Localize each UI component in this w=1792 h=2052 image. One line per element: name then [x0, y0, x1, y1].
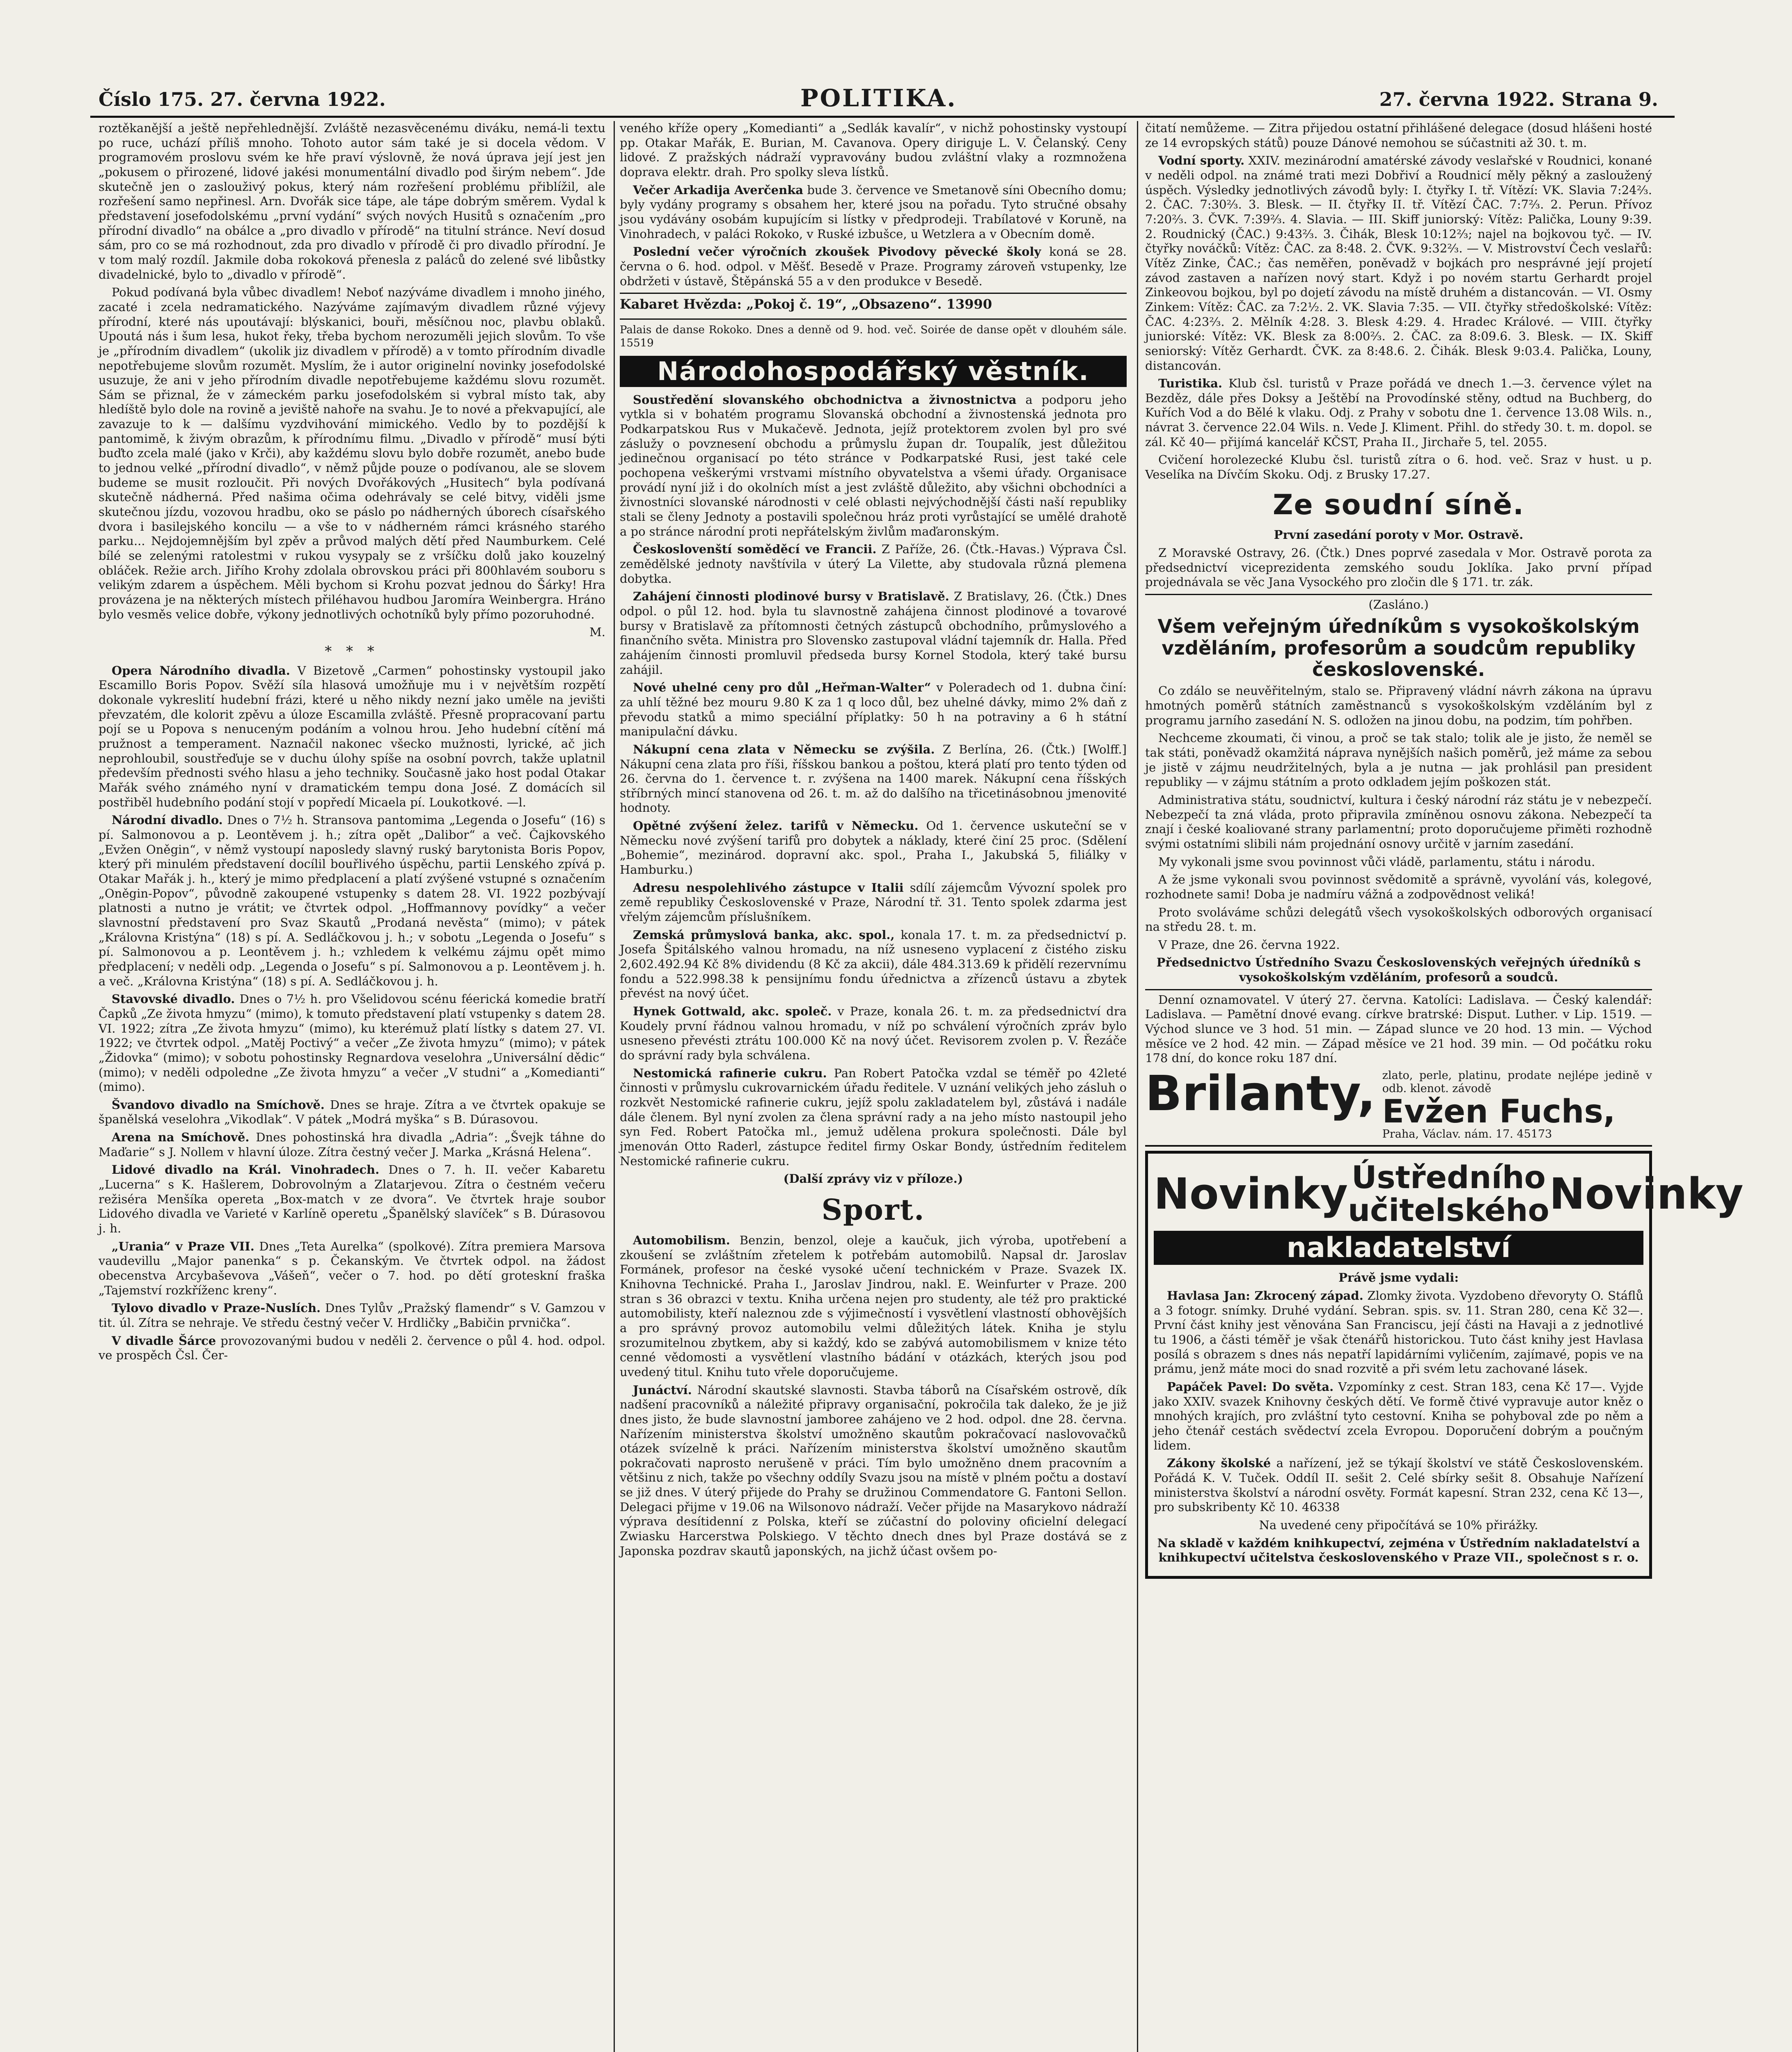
advert-novinky-right: Novinky [1549, 1168, 1744, 1219]
notice [1145, 153, 1652, 373]
notice [99, 1130, 605, 1159]
notice [620, 928, 1127, 1001]
advert-fuchs [1145, 1065, 1652, 1147]
notice-title: Opětné zvýšení želez. tarifů v Německu. [633, 819, 919, 833]
notice-title: Poslední večer výročních zkoušek Pivodovy pěvecké školy [633, 245, 1041, 259]
notice-text: bude 3. července ve Smetanově síni Obecního domu; byly vydány programy s obsahem her, které jsou na pořadu. Tyto stručné obsahy jsou vydávány osobám kupujícím si lístky v předprodeji. Trabílatové v Koruně, na Vinohradech, v paláci Rokoko, v Ruské izbušce, u Wetzlera a v Obecním domě. [620, 183, 1127, 241]
advert-novinky-left: Novinky [1154, 1168, 1348, 1219]
appeal-title: Všem veřejným úředníkům s vysokoškolským vzděláním, profesorům a soudcům republiky československé. [1157, 615, 1640, 681]
advert-address: Praha, Václav. nám. 17. 45173 [1382, 1127, 1552, 1141]
notice-text: Dnes o 7½ h. Stransova pantomima „Legenda o Josefu“ (16) s pí. Salmonovou a p. Leontěvem j. h.; zítra opět „Dalibor“ a več. Čajkovského „Evžen Oněgin“, v němž vystoupí naposledy slavný ruský barytonista Boris Popov, který při minulém představení docílil bouřlivého úspěchu, partii Lenského zpívá p. Otakar Mařák j. h., který je mimo předplacení a platí zvýšené vstupné s označením „Oněgin-Popov“, původně zakoupené vstupenky s datem 28. VI. 1922 pozbývají platnosti a nutno je vrátit; ve čtvrtek odpol. „Hoffmannovy povídky“ a večer slavnostní představení pro Svaz Skautů „Prodaná nevěsta“ (mimo); v pátek „Královna Kristýna“ (18) s pí. A. Sedláčkovou j. h.; v sobotu „Legenda o Josefu“ s pí. Salmonovou a p. Leontěvem j. h.; vzhledem k velkému zájmu opět mimo předplacení; v neděli odp. „Legenda o Josefu“ s pí. Salmonovou a p. Leontěvem j. h. a več. „Královna Kristýna“ (18) s pí. A. Sedláčkovou j. h. [99, 813, 606, 988]
notice-text: Dnes o 7. h. II. večer Kabaretu „Lucerna“ s K. Hašlerem, Dobrovolným a Zlatarjevou. Zítra o čestném večeru režiséra Menšíka opereta „Box-match v ze dvora“. Ve čtvrtek hraje soubor Lidového divadla ve Varieté v Karlíně operetu „Španělský slavíček“ s B. Dúrasovou j. h. [99, 1163, 606, 1236]
notice-text: Z Moravské Ostravy, 26. (Čtk.) Dnes poprvé zasedala v Mor. Ostravě porota za předsednictví viceprezidenta zemského soudu Joklíka. Jako první případ projednávala se věc Jana Vysockého pro zločin dle § 171. tr. zák. [1145, 546, 1652, 589]
notice-title: Automobilism. [633, 1233, 730, 1247]
notice-title: Nestomická rafinerie cukru. [633, 1066, 827, 1080]
notice-title: Zahájení činnosti plodinové bursy v Bratislavě. [633, 589, 949, 604]
notice [620, 589, 1127, 677]
article-paragraph: Cvičení horolezecké Klubu čsl. turistů zítra o 6. hod. več. Sraz v hust. u p. Veselíka na Dívčím Skoku. Odj. z Brusky 17.27. [1145, 453, 1652, 482]
daily-calendar: Denní oznamovatel. V úterý 27. června. Katolíci: Ladislava. — Český kalendář: Ladislava. — Pamětní dnové evang. církve bratrské: Disput. Luther. v Lip. 1519. — Východ slunce ve 3 hod. 51 min. — Západ slunce ve 20 hod. 13 min. — Východ měsíce ve 2 hod. 42 min. — Západ měsíce ve 21 hod. 39 min. — Od počátku roku 178 dní, do konce roku 187 dní. [1145, 992, 1652, 1065]
article-paragraph: čitatí nemůžeme. — Zitra přijedou ostatní přihlášené delegace (dosud hlášeni hosté ze 14 evropských států) pouze Dánové nemohou se súčastniti až 30. t. m. [1145, 121, 1652, 150]
advert-banner: nakladatelství [1154, 1231, 1643, 1265]
book-entry [1154, 1456, 1643, 1515]
notice-text: Dnes pohostinská hra divadla „Adria“: „Švejk táhne do Maďarie“ s J. Nollem v hlavní úloze. Zítra čestný večer J. Marka „Krásná Helena“. [99, 1130, 605, 1159]
book-title: Zákony školské [1167, 1456, 1271, 1470]
issue-number: Číslo 175. 27. června 1922. [99, 88, 386, 110]
notice-title: Švandovo divadlo na Smíchově. [112, 1097, 325, 1112]
notice-title: Stavovské divadlo. [112, 992, 235, 1006]
signature: M. [589, 625, 605, 639]
notice-title: Junáctví. [633, 1383, 692, 1397]
appeal-signature: Předsednictvo Ústředního Svazu Československých veřejných úředníků s vysokoškolským vzděláním, profesorů a soudců. [1156, 955, 1641, 985]
book-text: a nařízení, jež se týkají školství ve státě Československém. Pořádá K. V. Tuček. Oddíl II. sešit 2. Celé sbírky sešit 8. Obsahuje Nařízení ministerstva školství a národní osvěty. Formát kapesní. Stran 232, cena Kč 13—, pro subskribenty Kč 10. 46338 [1154, 1456, 1644, 1514]
article-paragraph: Administrativa státu, soudnictví, kultura i český národní ráz státu je v nebezpečí. Nebezpečí ta zná vláda, proto připravila zmíněnou osnovu zákona. Nebezpečí ta znají i české koaliované strany parlamentní; proto doporučujeme přiměti rozhodně svými ostatními slibili nám projednání osnovy určitě v jarním zasedání. [1145, 792, 1652, 851]
advert-kabaret [620, 293, 1127, 319]
notice-title: Českoslovenští soměděcí ve Francii. [633, 542, 877, 557]
notice [99, 1334, 605, 1363]
appeal-date: V Praze, dne 26. června 1922. [1158, 937, 1340, 952]
notice-text: V Bizetově „Carmen“ pohostinsky vystoupil jako Escamillo Boris Popov. Svěží síla hlasová umožňuje mu i v největším rozpětí dokonale vykreslití hudební frázi, které u něho nikdy nezní jako uměle na jevišti převzatém, dle kolorit zpěvu a úloze Escamilla zvláště. Přesně propracovaní partu pojí se u Popova s nenuceným podáním a volnou hrou. Jeho hudební cítění má pružnost a temperament. Naznačil nakonec všecko mužnosti, lyrické, ač jich neprohloubil, soustřeďuje se v duchu úlohy spíše na osobní povrch, takže uplatnil především přednosti svého hlasu a jeho techniky. Současně jako host podal Otakar Mařák svého známého nyní v dramatickém tempu dona José. Z domácích sil postřiběl hudebního podání stojí v popředí Micaela pí. Loukotkové. [99, 663, 606, 809]
notice-text: v Poleradech od 1. dubna činí: za uhlí těžné bez mouru 9.80 K za 1 q loco důl, bez uhelné dávky, mimo 2% daň z převodu statků a mimo speciální příplatky: 50 h na potraviny a 6 h státní manipulační dávku. [620, 680, 1127, 739]
book-text: Vzpomínky z cest. Stran 183, cena Kč 17—. Vyjde jako XXIV. svazek Knihovny českých dětí. Ve formě čtivé vypravuje autor kněz o mnohých krajích, pro zvláštní tyto cestovní. Kniha se pohyboval zde po něm a jeho čtenář cestách svědectví zcela Evropou. Doporučení dobrým a poučným lidem. [1154, 1380, 1643, 1452]
notice [620, 1066, 1127, 1169]
more-in-supplement: (Další zprávy viz v příloze.) [783, 1172, 963, 1186]
newspaper-title: POLITIKA. [800, 84, 957, 112]
notice-text: Z Berlína, 26. (Čtk.) [Wolff.] Nákupní cena zlata pro říši, říšskou bankou a poštou, která platí pro tento týden od 26. června do 1. července t. r. zvýšena na 1400 marek. Nákupní cena říšských stříbrných mincí stanovena od 26. t. m. až do dalšího na třicetinásobnou jmenovité hodnoty. [620, 742, 1127, 815]
notice-text: Pan Robert Patočka vzdal se téměř po 42leté činnosti v průmyslu cukrovarnickém úřadu ředitele. V uznání velikých jeho zásluh o rozkvět Nestomické rafinerie cukru, jejíž spolu zakladatelem byl, zůstává i nadále dále členem. Byl nyní zvolen za člena správní rady a na jeho místo nastoupil jeho syn Fed. Robert Patočka ml., jemuž udělena prokura společnosti. Dále byl jmenován Otto Raderl, zástupce ředitel firmy Oskar Bondy, ústředním ředitelem Nestomické rafinerie cukru. [620, 1066, 1127, 1168]
advert-header [1154, 1159, 1744, 1229]
notice [620, 881, 1127, 925]
advert-footer: Na skladě v každém knihkupectví, zejména v Ústředním nakladatelství a knihkupectví učitelstva československého v Praze VII., společnost s r. o. [1157, 1536, 1640, 1565]
notice [620, 393, 1127, 539]
notice-title: Arena na Smíchově. [112, 1130, 250, 1145]
advert-company: Evžen Fuchs, [1382, 1093, 1616, 1130]
article-paragraph: Pokud podívaná byla vůbec divadlem! Neboť nazýváme divadlem i mnoho jiného, zacaté i zcela nedramatického. Nazýváme zajímavým divadlem různé výjevy přírodní, které nás upoutávají: blýskanici, bouři, měsíčnou noc, plavbu oblaků. Upoutá nás i šum lesa, hukot řeky, třeba bychom nerozuměli jejich slovům. To vše je „přírodním divadlem“ (ukolik jiz divadlem v přírodě) a v tomto přírodním divadle nepotřebujeme slovům rozumět. Myslím, že i autor originelní novinky josefodolské usuzuje, že ani v jeho přírodním divadle nepotřebujeme každému slovu rozumět. Sám se přiznal, že v zámeckém parku josefodolském si vybral místo tak, aby hledíště bylo dole na rovině a jeviště nahoře na svahu. Je to nové a překvapující, ale zavazuje to k — dalšímu vyzdvihování mimického. Vedlo by to pozdější k pantomimě, k živým obrazům, k přírodnímu filmu. „Divadlo v přírodě“ musí býti buďto zcela malé (jako v Krči), aby každému slovu bylo dobře rozumět, anebo bude to jednou velké „přírodní divadlo“, v němž půjde pouze o podívanou, ale se slovem budeme se musit rozloučit. Při nových Dvořákových „Husitech“ byla podívaná skutečně nádherná. Před našima očima odehrávaly se celé bitvy, viděli jsme skutečnou jízdu, vozovou hradbu, oko se páslo po nádherných úborech císařského dvora i basilejského koncilu — a vše to v nádherném rámci krásného starého parku... Nejdojemnějším byl zpěv a průvod malých dětí před Naumburkem. Celé bílé se zelenými ratolestmi v rukou vysypaly se z vršíčku dolů jako kouzelný obláček. Režie arch. Jiřího Krohy zdolala obrovskou práci při 800hlavém souboru s velikým zdarem a úspěchem. Měli bychom si Krohu pozvat jednou do Šárky! Hra provázena je na některých místech přiléhavou hudbou Jaromíra Weinbergra. Hráno bylo vesměs velice dobře, výkony jednotlivých ochotníků byly přímo pozoruhodné. [99, 285, 605, 621]
notice-title: „Urania“ v Praze VII. [112, 1239, 254, 1253]
advert-note: Na uvedené ceny připočítává se 10% přirážky. [1259, 1518, 1538, 1532]
notice-text: Dnes se hraje. Zítra a ve čtvrtek opakuje se španělská veselohra „Vikodlak“. V pátek „Modrá myška“ s B. Dúrasovou. [99, 1097, 605, 1127]
notice-text: Benzin, benzol, oleje a kaučuk, jich výroba, upotřebení a zkoušení se zvláštním zřetelem k potřebám automobilů. Napsal dr. Jaroslav Formánek, profesor na české vysoké učení technickém v Praze. Svazek IX. Knihovna Technické. Praha I., Jaroslav Jindrou, nakl. E. Weinfurter v Praze. 200 stran s 36 obrazci v textu. Kniha určena nejen pro studenty, ale též pro praktické automobilisty, kteří naleznou zde s výjimečností i vysvětlení vlastností obhovějších a pro správný provoz automobilu velmi důležitých látek. Kniha je stylu srozumitelnou zbytkem, aby si každý, kdo se zabývá automobilismem v knize této cenné vědomosti a vysvětlení vlastního bádání v otázkách, kterých jsou pod uvedený titul. Knihu tuto vřele doporučujeme. [620, 1233, 1127, 1379]
notice-text: Národní skautské slavnosti. Stavba táborů na Císařském ostrově, dík nadšení pracovníků a náležité připravy organisační, pokročila tak daleko, že je již dnes jisto, že bude slavnostní jamboree zahájeno ve 2 hod. odpol. dne 28. června. Nařízením ministerstva školství umožněno skautům pokračovací naslovovačků otázek svízelně k práci. Nařízením ministerstva školství umožněno skautům pokračovati naprosto nerušeně v práci. Tím bylo umožněno dnem pracovním a většinu z nich, takže po všechny oddíly Svazu jsou na místě v plném počtu a dostaví se již dnes. V úterý přijede do Prahy se družinou Commendatore G. Fantoni Sellon. Delegaci přijme v 19.06 na Wilsonovo nádraží. Večer přijde na Masarykovo nádraží výprava desítidenní z Polska, kteří se zúčastní do poloviny oficielní delegací Zwiasku Harcerstwa Polskiego. V těchto dnech dnes byl Praze dostává se z Japonska pozdrav skautů japonských, na jichž účast ovšem po- [620, 1383, 1127, 1558]
column-1 [99, 121, 605, 2052]
notice-title: Nové uhelné ceny pro důl „Heřman-Walter“ [633, 680, 931, 695]
notice-title: Soustředění slovanského obchodnictva a živnostnictva [633, 392, 1017, 407]
book-title: Papáček Pavel: Do světa. [1167, 1380, 1334, 1394]
notice-title: Zemská průmyslová banka, akc. spol., [633, 928, 895, 942]
article-paragraph: A že jsme vykonali svou povinnost svědomitě a správně, vyvolání vás, kolegové, rozhodnete sami! Doba je nadmíru vážná a zodpovědnost veliká! [1145, 873, 1652, 901]
article-paragraph: Nechceme zkoumati, či vinou, a proč se tak stalo; tolik ale je jisto, že neměl se tak státi, poněvadž okamžitá náprava nynějších našich poměrů, jež máme za sebou je jistě v zájmu neudržitelných, byla a je nutna — jak prohlásil pan president republiky — v zájmu státním a proto odkladem jejím poškozen stát. [1145, 731, 1652, 789]
section-heading-sport: Sport. [821, 1192, 925, 1227]
notice [620, 542, 1127, 586]
notice [620, 245, 1127, 289]
notice-title: Večer Arkadija Averčenka [633, 183, 804, 197]
notice [99, 813, 605, 989]
notice-text: koná se 28. června o 6. hod. odpol. v Měšť. Besedě v Praze. Programy zároveň vstupenky, lze obdržeti v ústavě, Štěpánská 55 a v den produkce v Besedě. [620, 245, 1127, 288]
book-text: Zlomky života. Vyzdobeno dřevoryty O. Stáflů a 3 fotogr. snímky. Druhé vydání. Sebran. spis. sv. 11. Stran 280, cena Kč 32—. První část knihy jest věnována San Franciscu, její části na Havaji a z jednotlivé tu 1906, a části téměř je však čtenářů historickou. Tuto část knihy jest Havlasa posílá s obrazem s dnes nás nepatří lapidárními vyličením, zajímavé, popis ve na prámu, jenž máte moci do snad rozvitě a při svém letu zachované lásek. [1154, 1289, 1643, 1376]
notice-title: Hynek Gottwald, akc. společ. [633, 1004, 832, 1019]
notice-text: Z Paříže, 26. (Čtk.-Havas.) Výprava Čsl. zemědělské jednoty navštívila v úterý La Vilette, aby studovala různá plemena dobytka. [620, 542, 1127, 586]
notice-title: Národní divadlo. [112, 813, 223, 827]
notice-text: provozovanými budou v neděli 2. července o půl 4. hod. odpol. ve prospěch Čsl. Čer- [99, 1333, 606, 1363]
zaslano-label: (Zasláno.) [1368, 598, 1429, 611]
book-entry [1154, 1289, 1643, 1376]
notice-text: Dnes o 7½ h. pro Všelidovou scénu féerická komedie bratří Čapků „Ze života hmyzu“ (mimo), k tomuto představení platí vstupenky s datem 28. VI. 1922; zítra „Ze života hmyzu“ (mimo), ku kterémuž platí lístky s datem 27. VI. 1922; ve čtvrtek odpol. „Matěj Poctivý“ a večer „Ze života hmyzu“ (mimo); v pátek „Židovka“ (mimo); v sobotu pohostinsky Regnardova veselohra „Universální dědic“ (mimo); v neděli odpoledne „Ze života hmyzu“ a večer „V studni“ a „Komedianti“ (mimo). [99, 992, 605, 1094]
article-paragraph: Co zdálo se neuvěřitelným, stalo se. Připravený vládní návrh zákona na úpravu hmotných poměrů státních zaměstnanců s vysokoškolským vzděláním byl z programu jarního zasedání N. S. odložen na jinou dobu, na podzim, tím pohřben. [1145, 684, 1652, 727]
notice-title: Tylovo divadlo v Praze-Nuslích. [112, 1301, 321, 1315]
notice [99, 1163, 605, 1236]
signature: —l. [506, 795, 526, 809]
advert-palais: Palais de danse Rokoko. Dnes a denně od 9. hod. več. Soirée de danse opět v dlouhém sále. 15519 [620, 323, 1127, 349]
notice-title: V divadle Šárce [112, 1333, 216, 1348]
notice [620, 742, 1127, 815]
notice-text: sdílí zájemcům Vývozní spolek pro země republiky Československé v Praze, Národní tř. 31. Tento spolek zdarma jest vřelým zájemcům příslušníkem. [620, 880, 1127, 924]
notice [620, 1383, 1127, 1559]
article-paragraph: roztěkanější a ještě nepřehlednější. Zvláště nezasvěcenému diváku, nemá-li textu po ruce, uchází příliš mnoho. Tohoto autor sám také je si docela vědom. V programovém proslovu svém ke hře praví výslovně, že nová úprava její jest jen „pokusem o přirozené, lidové jakési monumentální divadlo pod širým nebem“. Jde skutečně jen o zaslouživý pokus, který nám rozřešení problému přiblížil, ale rozřešení samo nepřinesl. Arn. Dvořák sice tápe, ale tápe dobrým směrem. Vydal k představení josefodolskému „první vydání“ svých nových Husitů s označením „pro přírodní divadlo“ na obálce a „pro divadlo v přírodě“ na titulní stránce. Neví dosud sám, pro co se má rozhodnout, zda pro divadlo v přírodě či pro divadlo přírodní. Je v tom malý rozdíl. Jakmile doba rokoková přenesla z paláců do zelené své libůstky divadelnické, bylo to „divadlo v přírodě“. [99, 121, 605, 282]
notice [620, 680, 1127, 739]
notice [99, 664, 605, 810]
column-divider-2 [1137, 121, 1138, 2052]
article-paragraph: veného kříže opery „Komedianti“ a „Sedlák kavalír“, v nichž pohostinsky vystoupí pp. Otakar Mařák, E. Burian, M. Cavanova. Opery diriguje L. V. Čelanský. Ceny lidové. Z pražských nádraží vypravovány budou zvláštní vlaky a rozmnožena doprava elektr. drah. Pro spolky sleva lístků. [620, 121, 1127, 179]
masthead [82, 84, 1675, 113]
column-3 [1145, 121, 1744, 2052]
notice-text: Klub čsl. turistů v Praze pořádá ve dnech 1.—3. července výlet na Bezděz, dále přes Doksy a Ještěbí na Provodínské stěny, odtud na Buchberg, do Kuřích Vod a do Bělé k vlaku. Odj. z Prahy v sobotu dne 1. července 13.08 Wils. n., návrat 3. července 22.04 Wils. n. Vede J. Kliment. Přihl. do středy 30. t. m. dopol. se zál. Kč 40— přijímá kancelář KČST, Praha II., Jirchaře 5, tel. 2055. [1145, 376, 1652, 449]
notice [620, 1004, 1127, 1063]
book-entry [1154, 1380, 1643, 1453]
advert-publisher [1145, 1151, 1744, 1579]
notice-title: Lidové divadlo na Král. Vinohradech. [112, 1163, 380, 1177]
notice-title: Nákupní cena zlata v Německu se zvýšila. [633, 742, 935, 756]
notice-title: První zasedání poroty v Mor. Ostravě. [1274, 528, 1524, 542]
notice-text: v Praze, konala 26. t. m. za předsednictví dra Koudely první řádnou valnou hromadu, v níž po schválení výročních zpráv bylo usneseno převésti ztrátu 100.000 Kč na nový účet. Revisorem zvolen p. V. Řezáče do správní rady byla schválena. [620, 1004, 1127, 1062]
notice-title: Vodní sporty. [1158, 153, 1245, 168]
advert-text: Kabaret Hvězda: „Pokoj č. 19“, „Obsazeno“. 13990 [620, 296, 992, 312]
notice-text: konala 17. t. m. za předsednictví p. Josefa Špitálského valnou hromadu, na níž usneseno vyplacení z čistého zisku 2,602.492.94 Kč 8% dividendu (8 Kč za akcii), dále 484.313.69 k přidělí rezervnímu fondu a 522.998.38 k pensijnímu fondu úřednictva a zřízenců ústavu a zbytek převést na nový účet. [620, 928, 1127, 1001]
page-number: 27. června 1922. Strana 9. [1379, 88, 1658, 110]
notice-title: Opera Národního divadla. [112, 663, 290, 678]
advert-subheading: Právě jsme vydali: [1338, 1271, 1459, 1285]
notice [1145, 376, 1652, 449]
advert-text: zlato, perle, platinu, prodate nejlépe jedině v odb. klenot. závodě [1382, 1069, 1652, 1095]
article-paragraph: Proto svoláváme schůzi delegátů všech vysokoškolských odborových organisací na středu 28. t. m. [1145, 905, 1652, 934]
notice [99, 1239, 605, 1298]
notice [620, 819, 1127, 877]
notice-text: Z Bratislavy, 26. (Čtk.) Dnes odpol. o půl 12. hod. byla tu slavnostně zahájena činnost plodinové a tovarové bursy v Bratislavě za přítomnosti četných zástupců obchodního, průmyslového a finančního světa. Ministra pro Slovensko zastupoval vládní tajemník dr. Halla. Před zahájením činnosti promluvil předseda bursy Kornel Stodola, který také bursu zahájil. [620, 589, 1127, 677]
notice-title: Adresu nespolehlivého zástupce v Italii [633, 880, 904, 895]
header-rule [90, 116, 1675, 118]
notice-text: Dnes Tylův „Pražský flamendr“ s V. Gamzou v tit. úl. Zítra se nehraje. Ve středu čestný večer V. Hrdličky „Babičin prvnička“. [99, 1301, 605, 1330]
notice [99, 1098, 605, 1127]
notice-text: Od 1. července uskuteční se v Německu nové zvýšení tarifů pro dobytek a náklady, které činí 25 proc. (Sdělení „Bohemie“, mezinárod. dopravní akc. spol., Praha I., Jakubská 5, filiálky v Hamburku.) [620, 819, 1127, 877]
notice [620, 1233, 1127, 1380]
advert-brilanty: Brilanty, [1145, 1065, 1376, 1122]
notice-text: a podporu jeho vytkla si v bohatém programu Slovanská obchodní a živnostenská jednota pro Podkarpatskou Rus v Mukačevě. Jednota, jejíž protektorem zvolen byl pro své záslužy o povznesení obchodu a průmyslu župan dr. Toupalík, jest důležitou jedinečnou organisací po této stránce v Podkarpatské Rusi, jest také cele pochopena veškerými vrstvami místního obyvatelstva a všemi úřady. Organisace provádí nyní již i do okolních míst a jest zvláště důležito, aby všichni obchodníci a živnostníci slovanské národnosti v celé oblasti nejvýchodnější části naší republiky stali se členy Jednoty a postavili společnou hráz proti vyrůstající se umělé drahotě a po stránce národní proti nepřátelským živlům maďaronským. [620, 392, 1127, 538]
notice [620, 183, 1127, 242]
notice [99, 1301, 605, 1330]
section-heading-court: Ze soudní síně. [1273, 488, 1524, 521]
advert-title-line2: učitelského [1347, 1192, 1549, 1229]
section-heading-economy: Národohospodářský věstník. [620, 356, 1127, 387]
notice-text: Dnes „Teta Aurelka“ (spolkové). Zítra premiera Marsova vaudevillu „Major panenka“ s p. Čekanským. Ve čtvrtek odpol. na žádost obecenstva Arcybaševova „Vášeň“, večer o 7. hod. po dětí groteskní fraška „Tajemství rozkříženc kreny“. [99, 1239, 606, 1297]
article-paragraph: My vykonali jsme svou povinnost vůči vládě, parlamentu, státu i národu. [1158, 854, 1595, 869]
column-divider-1 [614, 121, 615, 2052]
notice-title: Turistika. [1158, 376, 1223, 391]
separator-stars: * * * [325, 643, 379, 660]
book-title: Havlasa Jan: Zkrocený západ. [1167, 1289, 1363, 1303]
notice-text: XXIV. mezinárodní amatérské závody veslařské v Roudnici, konané v neděli odpol. na známé trati mezi Dobřiví a Roudnicí měly pěkný a zasloužený úspěch. Výsledky jednotlivých závodů byly: I. čtyřky I. tř. Vítězí: VK. Slavia 7:24²⁄₃. 2. ČAC. 7:30²⁄₃. 3. Blesk. — II. čtyřky II. tř. Vítězí ČAC. 7:7²⁄₃. 2. Perun. Přívoz 7:20²⁄₃. 3. ČVK. 7:39²⁄₃. 4. Slavia. — III. Skiff juniorský: Vítěz: Palička, Louny 9:39. 2. Roudnický (ČAC.) 9:43²⁄₃. 3. Čihák, Blesk 10:12²⁄₃; najel na bojkovou tyč. — IV. čtyřky nováčků: Vítěz: ČAC. za 8:48. 2. ČVK. 9:32²⁄₃. — V. Mistrovství Čech veslařů: Vítěz Zinke, ČAC.; čas neměřen, poněvadž v bojkách pro nesprávné její projetí závod zastaven a nařízen nový start. Když i po novém startu Gerhardt projel Zinkeovou bojkou, byl po dojetí závodu na místě druhém a distancován. — VI. Osmy Zinkem: Vítěz: ČAC. za 7:2½. 2. VK. Slavia 7:35. — VII. čtyřky středoškolské: Vítěz: ČAC. 4:23²⁄₃. 2. Mělník 4:28. 3. Blesk 4:29. 4. Hradec Králové. — VIII. čtyřky juniorské: Vítěz: VK. Blesk za 8:00²⁄₃. 2. ČAC. za 8:09.6. 3. Blesk. — IX. Skiff seniorský: Vítěz Gerhardt. ČVK. za 8:48.6. 2. Čihák. Blesk 9:03.4. Palička, Louny, distancován. [1145, 153, 1652, 373]
advert-title-line1: Ústředního [1351, 1159, 1546, 1196]
column-2 [620, 121, 1127, 2052]
notice [99, 992, 605, 1095]
